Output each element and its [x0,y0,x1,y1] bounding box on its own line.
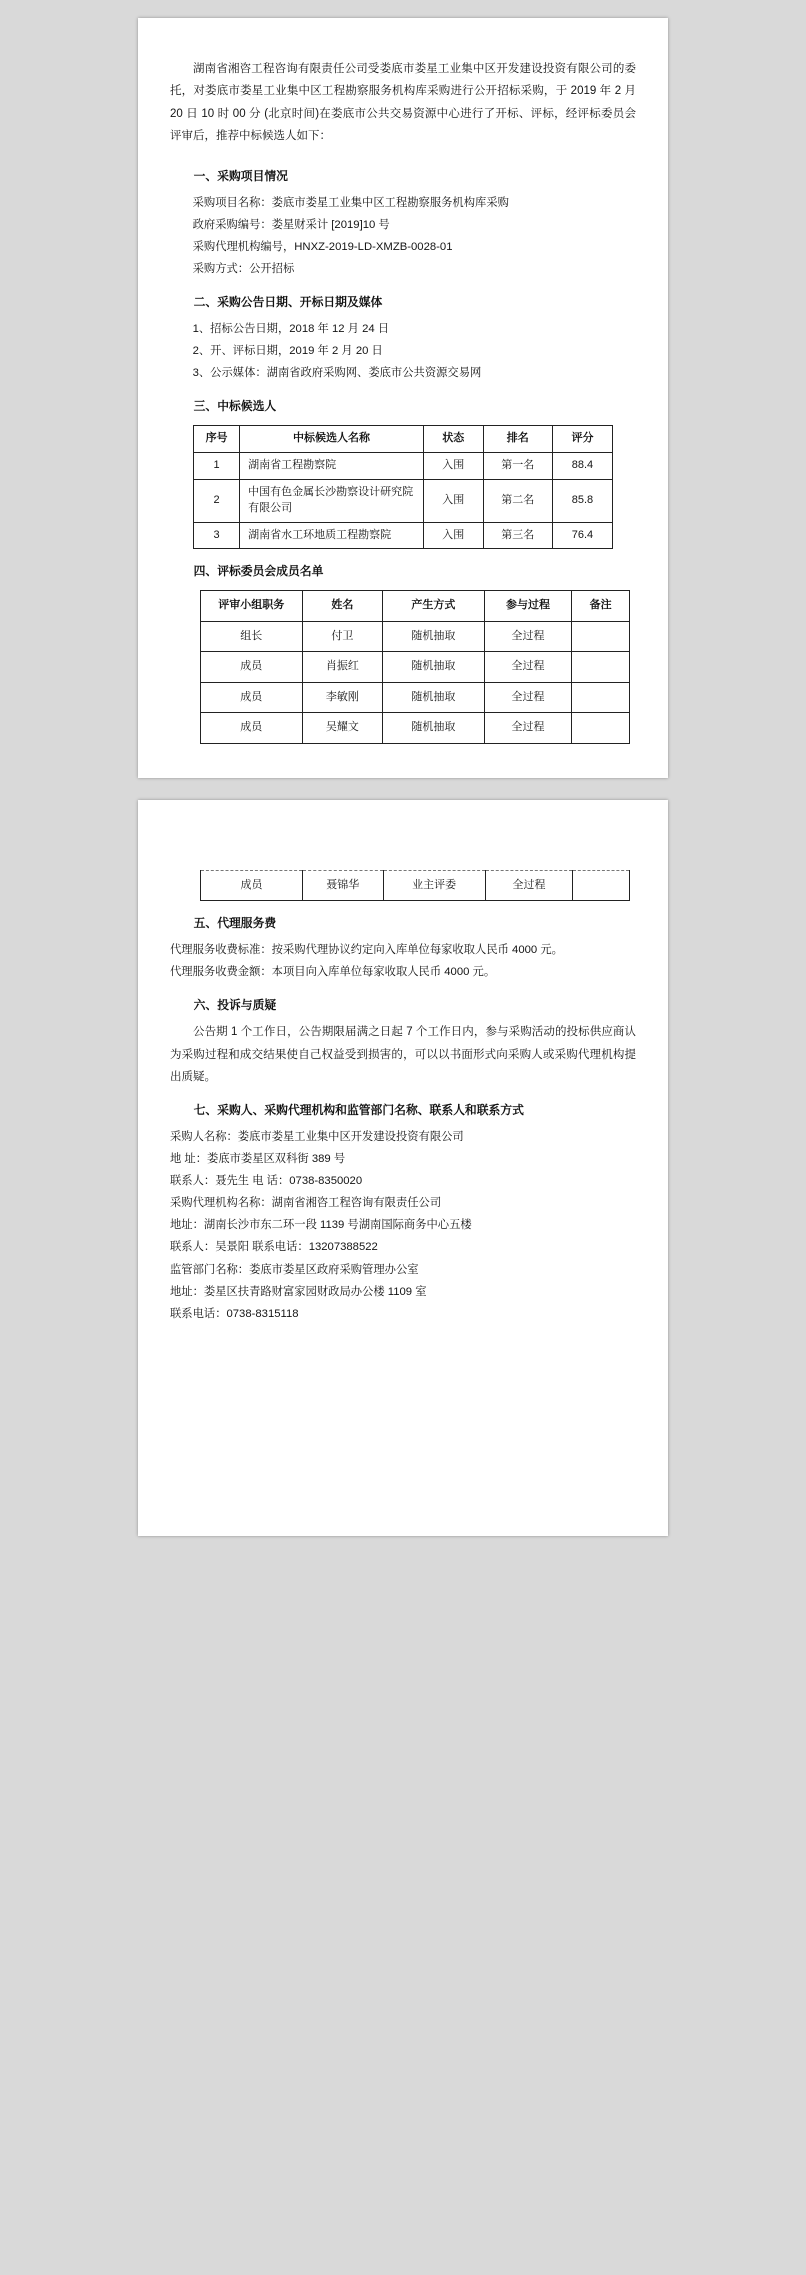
table-row [201,713,630,743]
table-row [201,870,630,900]
section-2-title: 二、采购公告日期、开标日期及媒体 [193,294,383,309]
judges-r1c2: 随机抽取 [383,652,485,682]
judges-r0c2: 随机抽取 [383,621,485,651]
candidates-header-4: 评分 [552,425,612,452]
judges-r3c0: 成员 [201,713,303,743]
section-7-line-3: 联系人：聂先生 电 话：0738-8350020 [170,1175,363,1188]
candidates-r0c0: 1 [194,452,240,479]
candidates-r2c0: 3 [194,522,240,549]
judges-r1c4 [572,652,630,682]
section-5-title: 五、代理服务费 [193,916,277,931]
candidates-header-3: 排名 [483,425,552,452]
document-page-2 [138,800,668,1536]
table-row [194,479,613,522]
judges-r2c3: 全过程 [484,682,572,712]
candidates-r2c4: 76.4 [552,522,612,549]
section-5-line-1: 代理服务收费标准：按采购代理协议约定向入库单位每家收取人民币 4000 元。 [170,944,563,957]
section-6-paragraph: 公告期 1 个工作日，公告期限届满之日起 7 个工作日内，参与采购活动的投标供应商认为采购过程和成交结果使自己权益受到损害的，可以以书面形式向采购人或采购代理机构提出质疑。 [170,1026,636,1083]
candidates-table [193,425,613,550]
section-1-line-2: 政府采购编号：娄星财采计 [2019]10 号 [192,218,390,231]
candidates-header-1: 中标候选人名称 [240,425,424,452]
section-7-line-5: 地址：湖南长沙市东二环一段 1139 号湖南国际商务中心五楼 [170,1219,472,1232]
candidates-header-2: 状态 [423,425,483,452]
section-4-title: 四、评标委员会成员名单 [193,564,324,579]
section-1-line-3: 采购代理机构编号，HNXZ-2019-LD-XMZB-0028-01 [192,240,453,253]
section-2-line-1: 1、招标公告日期，2018 年 12 月 24 日 [192,322,390,335]
judges-r1c0: 成员 [201,652,303,682]
judges-table-continued [200,870,630,901]
intro-paragraph: 湖南省湘咨工程咨询有限责任公司受娄底市娄星工业集中区开发建设投资有限公司的委托，对娄底市娄星工业集中区工程勘察服务机构库采购进行公开招标采购，于 2019 年 2 月 20 日 10 时 00 分 (北京时间)在娄底市公共交易资源中心进行了开标、评标，经评标委员会评审后，推荐中标候选人如下： [170,63,636,143]
page-separator [0,778,806,800]
section-2-line-2: 2、开、评标日期，2019 年 2 月 20 日 [192,344,383,357]
candidates-r1c0: 2 [194,479,240,522]
judges-r0c3: 全过程 [484,621,572,651]
section-7-title: 七、采购人、采购代理机构和监管部门名称、联系人和联系方式 [193,1103,524,1118]
document-page-1 [138,18,668,778]
candidates-r1c1: 中国有色金属长沙勘察设计研究院有限公司 [240,479,424,522]
page-1-body [170,58,636,744]
judges-cont-c0: 成员 [201,870,303,900]
candidates-r2c1: 湖南省水工环地质工程勘察院 [240,522,424,549]
candidates-r0c4: 88.4 [552,452,612,479]
section-7-line-9: 联系电话：0738-8315118 [170,1307,299,1320]
judges-r0c4 [572,621,630,651]
judges-r2c1: 李敏刚 [302,682,383,712]
candidates-r1c4: 85.8 [552,479,612,522]
section-7-line-2: 地 址：娄底市娄星区双科街 389 号 [170,1153,346,1166]
section-6-title: 六、投诉与质疑 [193,998,277,1013]
candidates-r2c3: 第三名 [483,522,552,549]
judges-cont-c4 [573,870,630,900]
section-7-line-1: 采购人名称：娄底市娄星工业集中区开发建设投资有限公司 [170,1131,464,1144]
judges-r2c0: 成员 [201,682,303,712]
section-7-line-7: 监管部门名称：娄底市娄星区政府采购管理办公室 [170,1263,419,1276]
section-3-title: 三、中标候选人 [193,398,277,413]
candidates-r2c2: 入围 [423,522,483,549]
section-1-line-4: 采购方式：公开招标 [192,262,295,275]
candidates-r0c3: 第一名 [483,452,552,479]
judges-cont-c1: 聂锦华 [302,870,383,900]
section-7-line-6: 联系人：吴景阳 联系电话：13207388522 [170,1241,378,1254]
section-5-line-2: 代理服务收费金额：本项目向入库单位每家收取人民币 4000 元。 [170,966,496,979]
candidates-r1c2: 入围 [423,479,483,522]
section-7-line-4: 采购代理机构名称：湖南省湘咨工程咨询有限责任公司 [170,1197,442,1210]
judges-r0c1: 付卫 [302,621,383,651]
section-2-line-3: 3、公示媒体：湖南省政府采购网、娄底市公共资源交易网 [192,366,482,379]
table-row [201,652,630,682]
judges-header-1: 姓名 [302,591,383,621]
document-viewport [0,18,806,2275]
judges-r2c4 [572,682,630,712]
judges-r1c3: 全过程 [484,652,572,682]
judges-r3c2: 随机抽取 [383,713,485,743]
section-7-line-8: 地址：娄星区扶青路财富家园财政局办公楼 1109 室 [170,1285,427,1298]
judges-r1c1: 肖振红 [302,652,383,682]
judges-r0c0: 组长 [201,621,303,651]
judges-r3c1: 吴耀文 [302,713,383,743]
judges-r3c4 [572,713,630,743]
section-1-line-1: 采购项目名称：娄底市娄星工业集中区工程勘察服务机构库采购 [192,196,509,209]
judges-table [200,590,630,743]
table-row [201,621,630,651]
candidates-header-0: 序号 [194,425,240,452]
table-row [194,452,613,479]
table-row [201,682,630,712]
judges-header-3: 参与过程 [484,591,572,621]
judges-header-0: 评审小组职务 [201,591,303,621]
judges-cont-c2: 业主评委 [383,870,485,900]
candidates-r0c1: 湖南省工程勘察院 [240,452,424,479]
table-row [194,522,613,549]
judges-cont-c3: 全过程 [485,870,573,900]
judges-header-2: 产生方式 [383,591,485,621]
section-1-title: 一、采购项目情况 [193,168,288,183]
judges-header-4: 备注 [572,591,630,621]
page-2-body [170,870,636,1325]
candidates-r1c3: 第二名 [483,479,552,522]
candidates-r0c2: 入围 [423,452,483,479]
judges-r2c2: 随机抽取 [383,682,485,712]
judges-r3c3: 全过程 [484,713,572,743]
table-header-row [201,591,630,621]
table-header-row [194,425,613,452]
